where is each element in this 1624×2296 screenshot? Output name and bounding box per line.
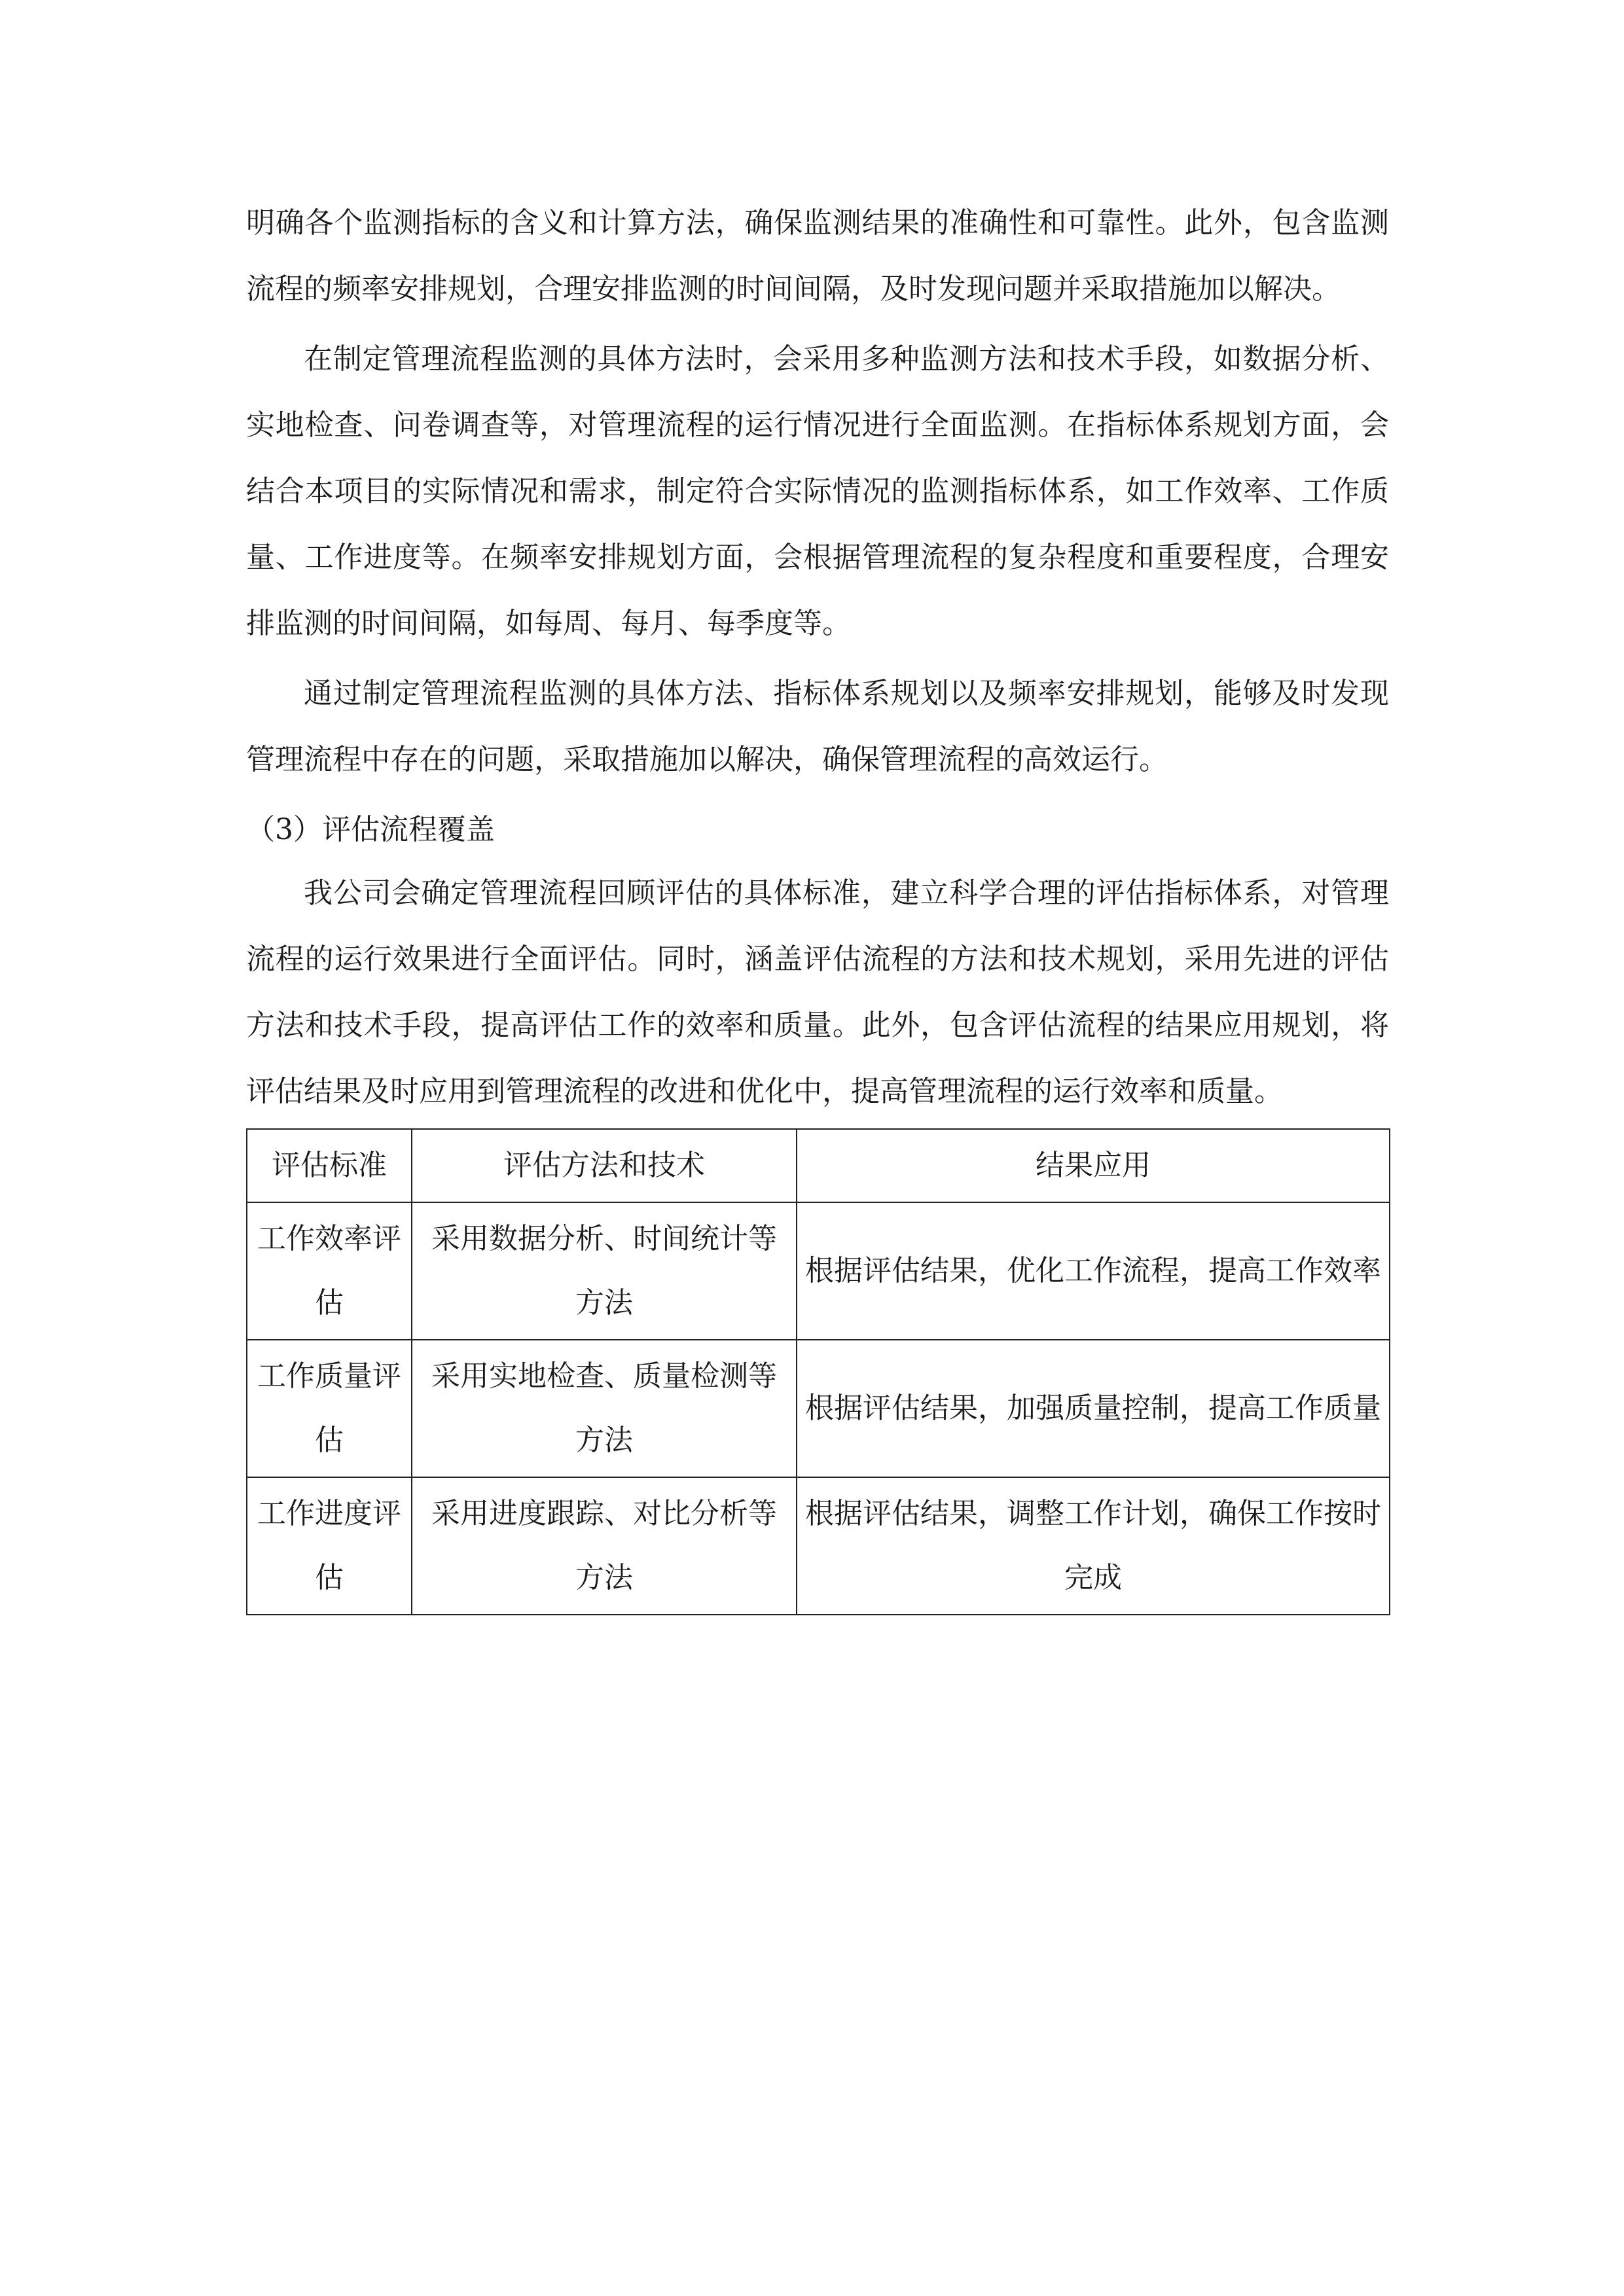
table-cell-method: 采用数据分析、时间统计等方法 (412, 1202, 797, 1340)
table-header-method: 评估方法和技术 (412, 1129, 797, 1202)
table-header-row (247, 1129, 1390, 1202)
table-cell-application: 根据评估结果，调整工作计划，确保工作按时完成 (797, 1477, 1390, 1615)
paragraph-monitoring-summary: 通过制定管理流程监测的具体方法、指标体系规划以及频率安排规划，能够及时发现管理流程中存在的问题，采取措施加以解决，确保管理流程的高效运行。 (246, 677, 1389, 776)
table-cell-standard: 工作质量评估 (247, 1340, 412, 1477)
table-row (247, 1202, 1390, 1340)
table-cell-standard: 工作效率评估 (247, 1202, 412, 1340)
paragraph-evaluation-standards: 我公司会确定管理流程回顾评估的具体标准，建立科学合理的评估指标体系，对管理流程的运行效果进行全面评估。同时，涵盖评估流程的方法和技术规划，采用先进的评估方法和技术手段，提高评估工作的效率和质量。此外，包含评估流程的结果应用规划，将评估结果及时应用到管理流程的改进和优化中，提高管理流程的运行效率和质量。 (246, 876, 1389, 1108)
table-header-application: 结果应用 (797, 1129, 1390, 1202)
document-body (246, 190, 1389, 1615)
table-cell-method: 采用进度跟踪、对比分析等方法 (412, 1477, 797, 1615)
paragraph-monitoring-indicators: 明确各个监测指标的含义和计算方法，确保监测结果的准确性和可靠性。此外，包含监测流程的频率安排规划，合理安排监测的时间间隔，及时发现问题并采取措施加以解决。 (246, 206, 1389, 306)
table-cell-application: 根据评估结果，优化工作流程，提高工作效率 (797, 1202, 1390, 1340)
table-row (247, 1340, 1390, 1477)
section-heading-evaluation: （3）评估流程覆盖 (246, 813, 495, 846)
evaluation-table (246, 1128, 1390, 1615)
paragraph-monitoring-methods: 在制定管理流程监测的具体方法时，会采用多种监测方法和技术手段，如数据分析、实地检查、问卷调查等，对管理流程的运行情况进行全面监测。在指标体系规划方面，会结合本项目的实际情况和需求，制定符合实际情况的监测指标体系，如工作效率、工作质量、工作进度等。在频率安排规划方面，会根据管理流程的复杂程度和重要程度，合理安排监测的时间间隔，如每周、每月、每季度等。 (246, 342, 1389, 640)
table-header-standard: 评估标准 (247, 1129, 412, 1202)
table-cell-standard: 工作进度评估 (247, 1477, 412, 1615)
table-cell-application: 根据评估结果，加强质量控制，提高工作质量 (797, 1340, 1390, 1477)
table-row (247, 1477, 1390, 1615)
table-cell-method: 采用实地检查、质量检测等方法 (412, 1340, 797, 1477)
